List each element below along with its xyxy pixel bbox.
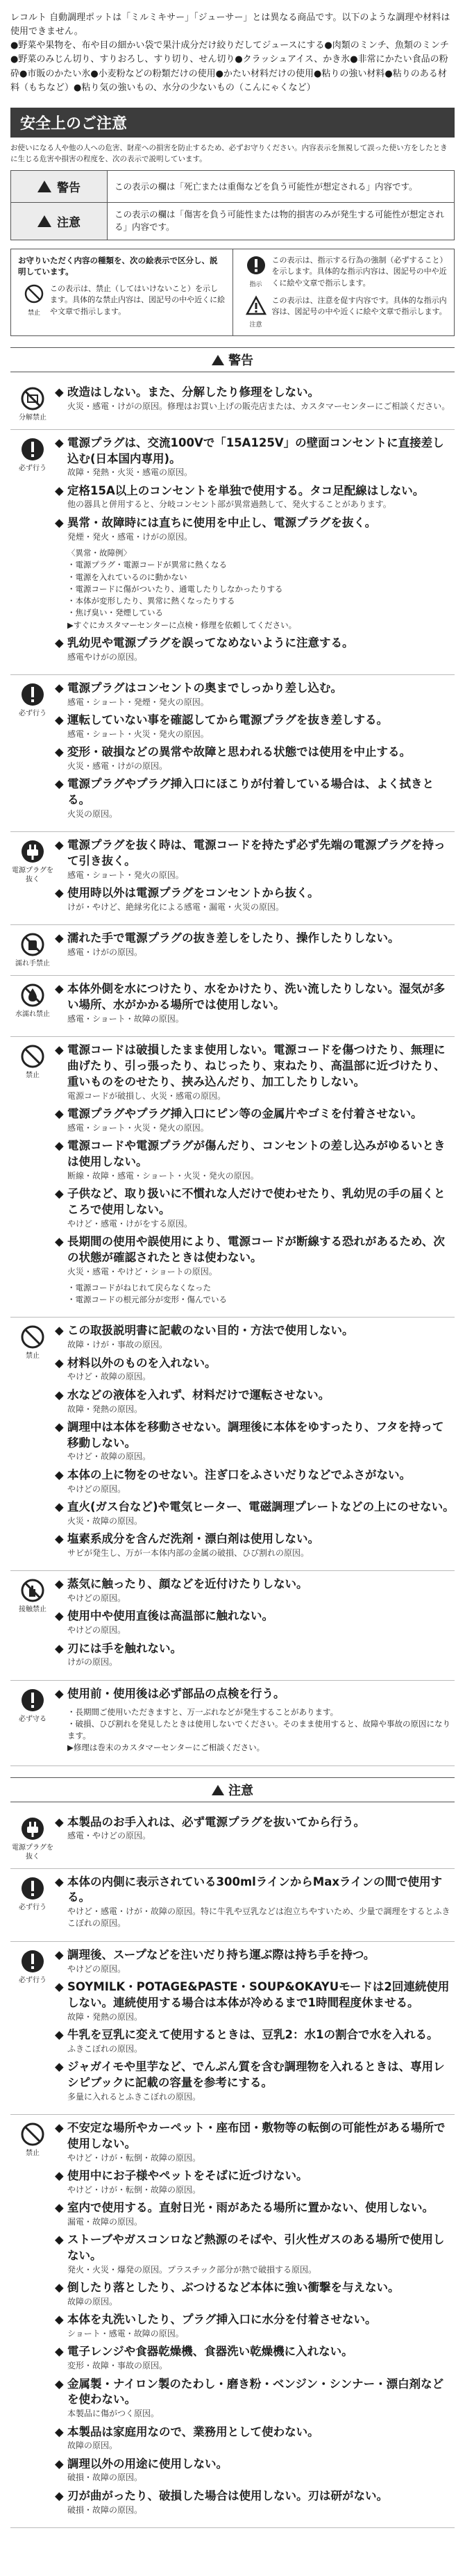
icon-label: 必ず行う: [19, 464, 46, 472]
safety-heading: 安全上のご注意: [10, 108, 455, 138]
precaution-title: ◆ この取扱説明書に記載のない目的・方法で使用しない。: [55, 1323, 455, 1339]
precaution-title: ◆ 使用中にお子様やペットをそばに近づけない。: [55, 2168, 455, 2184]
precaution-title: ◆ 電源プラグはコンセントの奥までしっかり差し込む。: [55, 681, 455, 697]
precaution-item: [55, 981, 455, 1025]
precaution-item: [55, 635, 455, 663]
precaution-item: [55, 385, 455, 413]
icon-label: 禁止: [26, 2149, 40, 2157]
caution-triangle-icon: [212, 1785, 224, 1795]
precaution-item: [55, 1686, 455, 1702]
precaution-title: ◆ 室内で使用する。直射日光・雨があたる場所に置かない、使用しない。: [55, 2200, 455, 2216]
instruction-icon: [246, 255, 267, 276]
precaution-item: [55, 1641, 455, 1669]
precaution-item: [55, 2488, 455, 2516]
precaution-item: [55, 1388, 455, 1415]
sublist-line: ・電源コードの根元部分が変形・傷んでいる: [67, 1295, 227, 1305]
precaution-item: [55, 1106, 455, 1134]
precaution-note: けが・やけど、絶縁劣化による感電・漏電・火災の原因。: [67, 902, 285, 912]
precaution-item: [55, 1323, 455, 1351]
precaution-title: ◆ 調理後、スープなどを注いだり持ち運ぶ際は持ち手を持つ。: [55, 1947, 455, 1963]
prohibition-icon: [24, 283, 44, 304]
precaution-note: 発煙・発火・感電・けがの原因。: [67, 531, 193, 542]
precaution-note: 故障・けが・事故の原因。: [67, 1340, 168, 1350]
precaution-title: ◆ ストーブやガスコンロなど熱源のそばや、引火性ガスのある場所で使用しない。: [55, 2232, 455, 2264]
precaution-item: [55, 2377, 455, 2420]
precaution-title: ◆ 子供など、取り扱いに不慣れな人だけで使わせたり、乳幼児の手の届くところで使用しない。: [55, 1186, 455, 1218]
precaution-title: ◆ 乳幼児や電源プラグを誤ってなめないように注意する。: [55, 635, 455, 651]
precaution-item: [55, 2312, 455, 2340]
precaution-title: ◆ 電源プラグやプラグ挿入口にほこりが付着している場合は、よく拭きとる。: [55, 776, 455, 808]
precaution-item: [55, 1815, 455, 1843]
sublist-line: ・長期間ご使用いただきますと、万一ぶれなどが発生することがあります。: [67, 1706, 339, 1717]
precaution-note: 故障の原因。: [67, 2441, 118, 2451]
precaution-item: [55, 2457, 455, 2484]
precaution-item: [55, 1138, 455, 1182]
intro-line: レコルト 自動調理ポットは「ミルミキサー」「ジューサー」とは異なる商品です。以下のような調理や材料は使用できません。: [10, 13, 450, 38]
precaution-note: 漏電・故障の原因。: [67, 2216, 143, 2227]
precaution-item: [55, 1947, 455, 1975]
precaution-group: [10, 1869, 455, 1942]
precaution-note: 火災・感電・やけど・ショートの原因。: [67, 1266, 217, 1277]
precaution-title: ◆ 本製品のお手入れは、必ず電源プラグを抜いてから行う。: [55, 1815, 455, 1831]
caution-icon: [246, 295, 267, 316]
precaution-note: ふきこぼれの原因。: [67, 2043, 143, 2054]
icon-label: 必ず行う: [19, 1903, 46, 1911]
no-water-icon: [20, 983, 45, 1008]
icon-label: 濡れ手禁止: [15, 960, 50, 968]
precaution-title: ◆ ジャガイモや里芋など、でんぷん質を含む調理物を入れるときは、専用レシピブックに記載の容量を参考にする。: [55, 2059, 455, 2091]
precaution-note: 他の器具と併用すると、分岐コンセント部が異常過熱して、発火することがあります。: [67, 499, 391, 510]
precaution-item: [55, 2280, 455, 2308]
precaution-group: [10, 1681, 455, 1766]
precaution-item: [55, 2200, 455, 2228]
precaution-group: [10, 1571, 455, 1680]
precaution-note: 破損・故障の原因。: [67, 2504, 143, 2515]
no-wet-hands-icon: [20, 932, 45, 957]
precaution-title: ◆ 改造はしない。また、分解したり修理をしない。: [55, 385, 455, 401]
precaution-item: [55, 681, 455, 708]
mandatory-icon: [20, 1949, 45, 1974]
precaution-note: 故障・発熱・火災・感電の原因。: [67, 467, 193, 478]
precaution-item: [55, 1356, 455, 1383]
sublist-line: ・焦げ臭い・発煙している: [67, 608, 163, 618]
precaution-sublist: [55, 547, 455, 631]
precaution-item: [55, 2344, 455, 2372]
precaution-title: ◆ 蒸気に触ったり、顔などを近付けたりしない。: [55, 1577, 455, 1593]
precaution-item: [55, 515, 455, 543]
mandatory-icon: [20, 682, 45, 707]
precaution-group: [10, 1318, 455, 1571]
sublist-line: 〈異常・故障例〉: [67, 548, 131, 558]
prohibition-icon: [20, 1324, 45, 1349]
precaution-title: ◆ 運転していない事を確認してから電源プラグを抜き差しする。: [55, 713, 455, 729]
precaution-note: 断線・故障・感電・ショート・火災・発火の原因。: [67, 1170, 259, 1181]
precaution-title: ◆ 電源プラグを抜く時は、電源コードを持たず必ず先端の電源プラグを持って引き抜く。: [55, 838, 455, 870]
precaution-title: ◆ 本体の上に物をのせない。注ぎ口をふさいだりなどでふさがない。: [55, 1468, 455, 1484]
precaution-item: [55, 1577, 455, 1604]
precaution-note: やけどの原因。: [67, 1484, 126, 1494]
symbol-explanation: お守りいただく内容の種類を、次の絵表示で区分し、説明しています。 禁止 この表示は、禁止（してはいけないこと）を示します。具体的な禁止内容は、図記号の中や近くに絵や文章で指示します。 指示 この表示は、指示する行為の強制（必ずすること）を示します。具体的な指示内容は、図記号の中や近くに絵や文章で指示します。 注意 この表示は、注意を促す内容です。具体的な指示内容は、図記号の中や近くに絵や文章で指示します。: [10, 249, 455, 336]
precaution-title: ◆ 水などの液体を入れず、材料だけで運転させない。: [55, 1388, 455, 1404]
precaution-title: ◆ 倒したり落としたり、ぶつけるなど本体に強い衝撃を与えない。: [55, 2280, 455, 2296]
icon-label: 必ず行う: [19, 1976, 46, 1984]
precaution-note: やけどの原因。: [67, 1963, 126, 1974]
sublist-line: ▶修理は巻末のカスタマーセンターにご相談ください。: [67, 1743, 265, 1753]
precaution-item: [55, 1979, 455, 2023]
precaution-title: ◆ 不安定な場所やカーペット・座布団・敷物等の転倒の可能性がある場所で使用しない。: [55, 2120, 455, 2152]
intro: [10, 11, 455, 95]
precaution-note: 故障・発熱の原因。: [67, 2011, 143, 2022]
precaution-note: 感電・けがの原因。: [67, 947, 143, 958]
precaution-note: やけど・故障の原因。: [67, 1372, 151, 1382]
precaution-note: けがの原因。: [67, 1657, 118, 1668]
precaution-title: ◆ 本体を丸洗いしたり、プラグ挿入口に水分を付着させない。: [55, 2312, 455, 2328]
precaution-item: [55, 1420, 455, 1463]
caution-list: [10, 1809, 455, 2528]
precaution-note: やけど・故障の原因。: [67, 1452, 151, 1462]
legend-warning-text: この表示の欄は「死亡または重傷などを負う可能性が想定される」内容です。: [115, 181, 418, 192]
precaution-title: ◆ 電源コードは破損したまま使用しない。電源コードを傷つけたり、無理に曲げたり、引っ張ったり、ねじったり、束ねたり、高温部に近づけたり、重いものをのせたり、挟み込んだり、加工したりしない。: [55, 1042, 455, 1090]
precaution-group: [10, 675, 455, 832]
precaution-note: ショート・感電・故障の原因。: [67, 2329, 184, 2339]
page: [10, 0, 455, 2542]
precaution-note: 火災・感電・けがの原因。修理はお買い上げの販売店または、カスタマーセンターにご相談ください。: [67, 401, 450, 411]
precaution-note: やけどの原因。: [67, 1593, 126, 1604]
precaution-note: やけどの原因。: [67, 1625, 126, 1636]
precaution-title: ◆ 調理以外の用途に使用しない。: [55, 2457, 455, 2473]
precaution-note: やけど・けが・転倒・故障の原因。: [67, 2152, 201, 2163]
precaution-title: ◆ 長期間の使用や誤使用により、電源コードが断線する恐れがあるため、次の状態が確認されたときは使わない。: [55, 1234, 455, 1266]
precaution-title: ◆ SOYMILK・POTAGE&PASTE・SOUP&OKAYUモードは2回連続使用しない。連続使用する場合は本体が冷めるまで1時間程度休ませる。: [55, 1979, 455, 2011]
precaution-item: [55, 713, 455, 740]
precaution-group: [10, 1037, 455, 1318]
sublist-line: ・本体が変形したり、異常に熱くなったりする: [67, 596, 235, 606]
icon-label: 必ず行う: [19, 709, 46, 717]
precaution-group: [10, 1809, 455, 1869]
precaution-title: ◆ 塩素系成分を含んだ洗剤・漂白剤は使用しない。: [55, 1531, 455, 1547]
precaution-item: [55, 1609, 455, 1636]
precaution-title: ◆ 調理中は本体を移動させない。調理後に本体をゆすったり、フタを持って移動しない。: [55, 1420, 455, 1452]
icon-label: 水濡れ禁止: [15, 1011, 50, 1019]
no-disassembly-icon: [20, 386, 45, 411]
caution-section-heading: 注意: [10, 1777, 455, 1802]
precaution-note: 火災・感電・けがの原因。: [67, 761, 168, 771]
precaution-item: [55, 483, 455, 511]
sublist-line: ・電源コードに傷がついたり、通電したりしなかったりする: [67, 583, 283, 594]
precaution-note: 故障の原因。: [67, 2296, 118, 2307]
precaution-note: やけど・感電・けがをする原因。: [67, 1218, 193, 1229]
unplug-icon: [20, 839, 45, 864]
precaution-note: 感電・やけどの原因。: [67, 1831, 151, 1841]
no-touch-icon: [20, 1578, 45, 1603]
warning-triangle-icon: [37, 181, 51, 192]
warning-triangle-icon: [212, 355, 224, 365]
precaution-item: [55, 1468, 455, 1495]
precaution-item: [55, 2425, 455, 2452]
precaution-note: サビが発生し、万が一本体内部の金属の破損、ひび割れの原因。: [67, 1547, 310, 1558]
icon-label: 必ず守る: [19, 1715, 46, 1723]
precaution-title: ◆ 金属製・ナイロン製のたわし・磨き粉・ベンジン・シンナー・漂白剤などを使わない。: [55, 2377, 455, 2409]
precaution-title: ◆ 電源プラグやプラグ挿入口にピン等の金属片やゴミを付着させない。: [55, 1106, 455, 1122]
precaution-item: [55, 2027, 455, 2055]
precaution-item: [55, 931, 455, 958]
precaution-note: 感電・ショート・故障の原因。: [67, 1013, 184, 1024]
precaution-title: ◆ 濡れた手で電源プラグの抜き差しをしたり、操作したりしない。: [55, 931, 455, 947]
precaution-item: [55, 1234, 455, 1278]
caution-triangle-icon: [37, 215, 51, 227]
precaution-item: [55, 1042, 455, 1102]
symbol-explanation-title: お守りいただく内容の種類を、次の絵表示で区分し、説明しています。: [18, 255, 218, 277]
precaution-title: ◆ 本体外側を水につけたり、水をかけたり、洗い流したりしない。湿気が多い場所、水がかかる場所では使用しない。: [55, 981, 455, 1013]
prohibition-icon: [20, 2122, 45, 2147]
icon-label: 禁止: [26, 1072, 40, 1080]
precaution-note: 感電やけがの原因。: [67, 651, 143, 662]
precaution-note: 多量に入れるとふきこぼれの原因。: [67, 2091, 201, 2102]
precaution-group: [10, 925, 455, 976]
precaution-group: [10, 2115, 455, 2528]
precaution-note: 本製品に傷がつく原因。: [67, 2409, 160, 2419]
precaution-title: ◆ 変形・破損などの異常や故障と思われる状態では使用を中止する。: [55, 745, 455, 761]
icon-label: 接触禁止: [19, 1606, 46, 1614]
icon-label: 電源プラグを抜く: [12, 1843, 53, 1861]
precaution-item: [55, 2232, 455, 2276]
precaution-title: ◆ 牛乳を豆乳に変えて使用するときは、豆乳2：水1の割合で水を入れる。: [55, 2027, 455, 2043]
precaution-title: ◆ 使用時以外は電源プラグをコンセントから抜く。: [55, 886, 455, 901]
precaution-item: [55, 1186, 455, 1230]
precaution-group: [10, 832, 455, 925]
safety-intro: お使いになる人や他の人への危害、財産への損害を防止するため、必ずお守りください。内容表示を無視して誤った使い方をしたときに生じる危害や損害の程度を、次の表示で説明しています。: [10, 143, 448, 163]
intro-line: ●野菜や果物を、布や目の細かい袋で果汁成分だけ絞りだしてジュースにする●肉類のミンチ、魚類のミンチ●野菜のみじん切り、すりおろし、すり切り、せん切り●クラッシュアイス、かき氷●非常にかたい食品の粉砕●市販のかたい氷●小麦粉などの粉類だけの使用●かたい材料だけの使用●粘りの強い材料●粘りのある材料（もちなど）●粘り気の強いもの、水分の少ないもの（こんにゃくなど）: [10, 40, 449, 93]
precaution-sublist: [55, 1282, 455, 1306]
precaution-title: ◆ 刃が曲がったり、破損した場合は使用しない。刃は研がない。: [55, 2488, 455, 2504]
precaution-item: [55, 886, 455, 913]
precaution-note: 故障・発熱の原因。: [67, 1404, 143, 1414]
precaution-group: [10, 430, 455, 675]
precaution-item: [55, 1499, 455, 1527]
precaution-note: 電源コードが破損し、火災・感電の原因。: [67, 1090, 226, 1101]
precaution-item: [55, 1875, 455, 1930]
precaution-note: 感電・ショート・火災・発火の原因。: [67, 1122, 209, 1133]
icon-label: 禁止: [26, 1352, 40, 1361]
precaution-note: 感電・ショート・発火の原因。: [67, 870, 184, 880]
precaution-group: [10, 1942, 455, 2115]
legend-warning-tag: 警告: [11, 171, 108, 202]
precaution-note: 火災・故障の原因。: [67, 1515, 143, 1526]
precaution-note: 感電・ショート・発煙・発火の原因。: [67, 697, 209, 707]
sublist-line: ・破損、ひび割れを発見したときは使用しないでください。そのまま使用すると、故障や事故の原因になります。: [67, 1718, 450, 1741]
precaution-item: [55, 2059, 455, 2103]
legend-warning: [10, 170, 455, 203]
precaution-title: ◆ 電源コードや電源プラグが傷んだり、コンセントの差し込みがゆるいときは使用しない。: [55, 1138, 455, 1170]
sublist-line: ・電源プラグ・電源コードが異常に熱くなる: [67, 560, 227, 570]
precaution-title: ◆ 材料以外のものを入れない。: [55, 1356, 455, 1372]
precaution-note: 破損・故障の原因。: [67, 2473, 143, 2483]
precaution-title: ◆ 本製品は家庭用なので、業務用として使わない。: [55, 2425, 455, 2441]
precaution-item: [55, 1531, 455, 1559]
warning-list: [10, 379, 455, 1766]
icon-label: 分解禁止: [19, 413, 46, 422]
precaution-note: 変形・故障・事故の原因。: [67, 2361, 168, 2371]
precaution-title: ◆ 使用前・使用後は必ず部品の点検を行う。: [55, 1686, 455, 1702]
icon-label: 電源プラグを抜く: [12, 867, 53, 884]
mandatory-icon: [20, 1688, 45, 1713]
sublist-line: ・電源コードがねじれて戻らなくなった: [67, 1282, 211, 1293]
precaution-sublist: [55, 1706, 455, 1754]
precaution-title: ◆ 定格15A以上のコンセントを単独で使用する。タコ足配線はしない。: [55, 483, 455, 499]
precaution-item: [55, 745, 455, 772]
mandatory-icon: [20, 1876, 45, 1901]
legend-caution: [10, 203, 455, 240]
precaution-title: ◆ 電子レンジや食器乾燥機、食器洗い乾燥機に入れない。: [55, 2344, 455, 2360]
prohibition-icon: [20, 1044, 45, 1069]
legend-caution-text: この表示の欄は「傷害を負う可能性または物的損害のみが発生する可能性が想定される」内容です。: [115, 209, 445, 233]
precaution-item: [55, 2168, 455, 2196]
sublist-line: ▶すぐにカスタマーセンターに点検・修理を依頼してください。: [67, 620, 297, 630]
precaution-note: 感電・ショート・火災・発火の原因。: [67, 729, 209, 739]
precaution-title: ◆ 直火(ガス台など)や電気ヒーター、電磁調理プレートなどの上にのせない。: [55, 1499, 455, 1515]
precaution-group: [10, 976, 455, 1037]
sublist-line: ・電源を入れているのに動かない: [67, 572, 187, 582]
legend-caution-tag: 注意: [11, 203, 108, 239]
precaution-title: ◆ 刃には手を触れない。: [55, 1641, 455, 1657]
precaution-item: [55, 776, 455, 820]
precaution-note: やけど・感電・けが・故障の原因。特に牛乳や豆乳などは泡立ちやすいため、少量で調理をするとふきこぼれの原因。: [67, 1906, 450, 1929]
precaution-group: [10, 379, 455, 430]
precaution-note: 火災の原因。: [67, 808, 118, 819]
precaution-title: ◆ 使用中や使用直後は高温部に触れない。: [55, 1609, 455, 1624]
precaution-item: [55, 2120, 455, 2164]
mandatory-icon: [20, 437, 45, 462]
precaution-item: [55, 838, 455, 881]
precaution-note: 発火・火災・爆発の原因。プラスチック部分が熱で破損する原因。: [67, 2264, 317, 2275]
precaution-title: ◆ 電源プラグは、交流100Vで「15A125V」の壁面コンセントに直接差し込む(日本国内専用)。: [55, 435, 455, 467]
precaution-item: [55, 435, 455, 479]
precaution-title: ◆ 本体の内側に表示されている300mlラインからMaxラインの間で使用する。: [55, 1875, 455, 1906]
precaution-note: やけど・けが・転倒・故障の原因。: [67, 2184, 201, 2195]
warning-section-heading: 警告: [10, 347, 455, 372]
precaution-title: ◆ 異常・故障時には直ちに使用を中止し、電源プラグを抜く。: [55, 515, 455, 531]
unplug-icon: [20, 1816, 45, 1841]
